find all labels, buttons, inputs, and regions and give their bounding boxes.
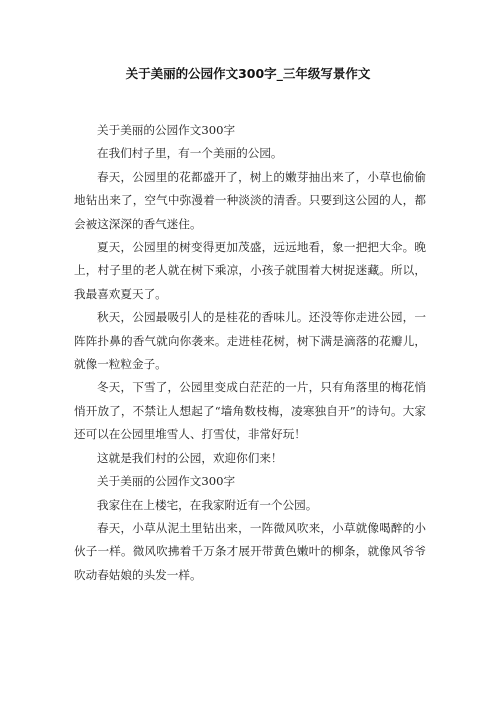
paragraph: 秋天，公园最吸引人的是桂花的香味儿。还没等你走进公园，一阵阵扑鼻的香气就向你袭来。走进桂花树，树下满是滴落的花瓣儿，就像一粒粒金子。 (74, 310, 426, 372)
paragraph: 在我们村子里，有一个美丽的公园。 (97, 146, 283, 161)
paragraph: 关于美丽的公园作文300字 (97, 123, 236, 137)
paragraph: 春天，公园里的花都盛开了，树上的嫩芽抽出来了，小草也偷偷地钻出来了，空气中弥漫着一种淡淡的清香。只要到这公园的人，都会被这深深的香气迷住。 (74, 169, 426, 231)
paragraph: 夏天，公园里的树变得更加茂盛，远远地看，象一把把大伞。晚上，村子里的老人就在树下乘凉，小孩子就围着大树捉迷藏。所以，我最喜欢夏天了。 (74, 240, 426, 301)
document-title: 关于美丽的公园作文300字_三年级写景作文 (125, 66, 371, 81)
paragraph: 冬天，下雪了，公园里变成白茫茫的一片，只有角落里的梅花悄悄开放了，不禁让人想起了“墙角数枝梅，凌寒独自开”的诗句。大家还可以在公园里堆雪人、打雪仗，非常好玩！ (74, 380, 426, 442)
paragraph: 这就是我们村的公园，欢迎你们来！ (97, 450, 283, 465)
document-body (74, 119, 426, 587)
paragraph: 关于美丽的公园作文300字 (97, 474, 236, 489)
paragraph: 我家住在上楼宅，在我家附近有一个公园。 (97, 497, 318, 512)
paragraph: 春天，小草从泥土里钻出来，一阵微风吹来，小草就像喝醉的小伙子一样。微风吹拂着千万条才展开带黄色嫩叶的柳条，就像风爷爷吹动春姑娘的头发一样。 (74, 520, 426, 582)
